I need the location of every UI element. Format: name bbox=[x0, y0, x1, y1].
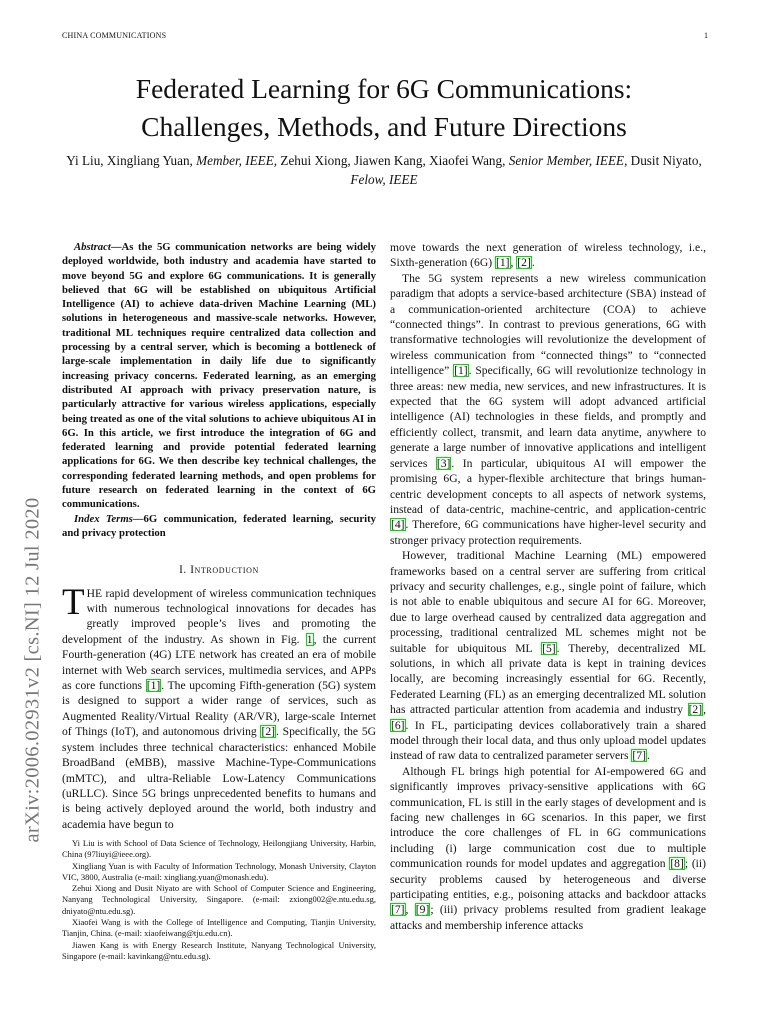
citation-link[interactable]: [3] bbox=[436, 456, 451, 470]
intro-text-1: rapid development of wireless communication techniques with numerous technological innovations for decades has greatly improved people’s lives and promoting the development of the industry. As shown in Fig. bbox=[62, 586, 376, 646]
index-terms-text: —6G communication, federated learning, security and privacy protection bbox=[62, 512, 376, 539]
body-text: However, traditional Machine Learning (ML) empowered frameworks based on a central server are suffering from critical privacy and security challenges, e.g., single point of failure, which is not able to enable ubiquitous and secure AI for 6G. Moreover, due to large overhead caused by centralized data aggregation and processing, traditional centralized ML schemes might not be suitable for ubiquitous ML bbox=[390, 549, 706, 655]
body-text: ; (ii) security problems caused by heterogeneous and diverse participating entities, e.g., poisoning attacks and backdoor attacks bbox=[390, 857, 706, 902]
body-text: , bbox=[405, 903, 415, 917]
citation-link[interactable]: [9] bbox=[415, 903, 430, 917]
body-text: move towards the next generation of wireless technology, i.e., Sixth-generation (6G) bbox=[390, 241, 706, 270]
intro-paragraph bbox=[62, 581, 376, 833]
body-text: . In particular, ubiquitous AI will empower the promising 6G, a hyper-flexible architecture that brings human-centric development concepts to all aspects of network systems, instead of data-centric, machine-centric, and application-centric bbox=[390, 456, 706, 516]
author-role-2: Senior Member, IEEE, bbox=[508, 153, 628, 168]
arxiv-sidebar bbox=[8, 290, 58, 843]
body-paragraph bbox=[390, 764, 706, 933]
author-names-2: Zehui Xiong, Jiawen Kang, Xiaofei Wang, bbox=[277, 153, 509, 168]
body-text: . In FL, participating devices collaboratively train a shared model through their local data, and thus only upload model updates instead of raw data to centralized parameter servers bbox=[390, 718, 706, 763]
arxiv-id[interactable]: arXiv:2006.02931v2 [cs.NI] 12 Jul 2020 bbox=[21, 497, 44, 843]
footnote: Jiawen Kang is with Energy Research Institute, Nanyang Technological University, Singapore (e-mail: kavinkang@ntu.edu.sg). bbox=[62, 939, 376, 961]
body-text: . bbox=[646, 749, 650, 763]
footnote: Zehui Xiong and Dusit Niyato are with School of Computer Science and Engineering, Nanyang Technological University, Singapore. (e-mail: zxiong002@e.ntu.edu.sg, dniyato@ntu.edu.sg). bbox=[62, 883, 376, 916]
citation-link[interactable]: [5] bbox=[542, 641, 556, 655]
author-names-3: Dusit Niyato, bbox=[627, 153, 702, 168]
footnote: Xiaofei Wang is with the College of Intelligence and Computing, Tianjin University, Tianjin, China. (e-mail: xiaofeiwang@tju.edu.cn). bbox=[62, 917, 376, 939]
body-text: , bbox=[510, 256, 517, 270]
drop-cap: T bbox=[62, 581, 85, 623]
intro-text-4: . Specifically, the 5G system includes three technical characteristics: enhanced Mobile BroadBand (eMBB), massive Machine-Type-Communications (mMTC), and ultra-Reliable Low-Latency Communications (uRLLC). Since 5G brings unprecedented benefits to humans and is being actively deployed around the world, both industry and academia have begun to bbox=[62, 725, 376, 831]
citation-link[interactable]: [2] bbox=[688, 703, 703, 717]
citation-link[interactable]: [6] bbox=[391, 718, 405, 732]
author-list bbox=[60, 151, 708, 189]
body-text: The 5G system represents a new wireless communication paradigm that adopts a service-based architecture (SBA) instead of a communication-oriented architecture (COA) to achieve “connected things”. In contrast to previous generations, 6G with transformative technologies will revolutionize the development of wireless communication from “connected things” to “connected intelligence” bbox=[390, 271, 706, 378]
citation-link[interactable]: [2] bbox=[261, 725, 275, 739]
body-text: . Thereby, decentralized ML solutions, in which all private data is kept in training devices locally, are becoming increasingly essential for 6G. Recently, Federated Learning (FL) as an emerging decentralized ML solution has attracted particular attention from academia and industry bbox=[390, 641, 706, 717]
abstract bbox=[62, 240, 376, 512]
footnote: Yi Liu is with School of Data Science of Technology, Heilongjiang University, Harbin, China (97liuyi@ieee.org). bbox=[62, 838, 376, 860]
body-text: . Therefore, 6G communications have higher-level security and stronger privacy protection requirements. bbox=[390, 518, 706, 547]
citation-link[interactable]: [1] bbox=[146, 679, 161, 693]
body-text: ; (iii) privacy problems resulted from gradient leakage attacks and membership inference attacks bbox=[390, 903, 706, 932]
citation-link[interactable]: [2] bbox=[517, 256, 531, 270]
author-role-3: Felow, IEEE bbox=[350, 172, 418, 187]
lead-word: HE bbox=[86, 586, 103, 600]
body-text: . Specifically, 6G will revolutionize technology in three areas: new media, new services, and new infrastructures. It is expected that the 6G system will adopt advanced artificial intelligence (AI) technologies in these fields, and promptly and efficiently collect, transmit, and learn data anytime, anywhere to generate a large number of innovative applications and intelligent services bbox=[390, 364, 706, 470]
citation-link[interactable]: [8] bbox=[670, 857, 684, 871]
body-paragraph bbox=[390, 240, 706, 271]
journal-header: CHINA COMMUNICATIONS bbox=[62, 31, 167, 40]
body-text: , bbox=[703, 703, 706, 717]
author-names-1: Yi Liu, Xingliang Yuan, bbox=[66, 153, 197, 168]
citation-link[interactable]: [1] bbox=[495, 256, 510, 270]
right-column bbox=[390, 240, 706, 933]
paper-title bbox=[60, 70, 708, 146]
title-line-1: Federated Learning for 6G Communications: bbox=[135, 73, 633, 104]
body-paragraph bbox=[390, 271, 706, 548]
title-line-2: Challenges, Methods, and Future Directions bbox=[141, 111, 627, 142]
author-role-1: Member, IEEE, bbox=[196, 153, 278, 168]
left-column bbox=[62, 240, 376, 832]
footnote: Xingliang Yuan is with Faculty of Information Technology, Monash University, Clayton VIC, 3800, Australia (e-mail: xingliang.yuan@monash.edu). bbox=[62, 860, 376, 882]
author-footnotes bbox=[62, 838, 376, 962]
page-number: 1 bbox=[704, 31, 708, 40]
citation-link[interactable]: [7] bbox=[632, 749, 646, 763]
abstract-text: —As the 5G communication networks are being widely deployed worldwide, both industry and academia have started to move beyond 5G and explore 6G communications. It is generally believed that 6G will be established on ubiquitous Artificial Intelligence (AI) to achieve data-driven Machine Learning (ML) solutions in heterogeneous and massive-scale networks. However, traditional ML techniques require centralized data collection and processing by a central server, which is becoming a bottleneck of large-scale implementation in daily life due to significantly increasing privacy concerns. Federated learning, as an emerging distributed AI approach with privacy preservation nature, is particularly attractive for various wireless applications, especially being treated as one of the vital solutions to achieve ubiquitous AI in 6G. In this article, we first introduce the integration of 6G and federated learning and provide potential federated learning applications for 6G. We then describe key technical challenges, the corresponding federated learning methods, and open problems for future research on federated learning in the context of 6G communications. bbox=[62, 241, 376, 511]
citation-link[interactable]: [1] bbox=[454, 364, 468, 378]
abstract-label: Abstract bbox=[74, 241, 111, 253]
figure-link[interactable]: 1 bbox=[306, 632, 313, 646]
index-terms bbox=[62, 512, 376, 541]
intro-text-3: . The upcoming Fifth-generation (5G) system is designed to support a wider range of services, such as Augmented Reality/Virtual Reality (AR/VR), large-scale Internet of Things (IoT), and autonomous driving bbox=[62, 679, 376, 739]
citation-link[interactable]: [7] bbox=[391, 903, 405, 917]
section-number: I. bbox=[179, 564, 191, 577]
body-text: . bbox=[531, 256, 535, 270]
section-heading-introduction bbox=[62, 563, 376, 578]
body-paragraph bbox=[390, 548, 706, 764]
intro-text-2: , the current Fourth-generation (4G) LTE network has created an era of mobile internet with Web search services, multimedia services, and APPs as core functions bbox=[62, 632, 376, 693]
section-title: Introduction bbox=[190, 564, 259, 577]
citation-link[interactable]: [4] bbox=[391, 518, 405, 532]
index-terms-label: Index Terms bbox=[74, 512, 133, 525]
body-text: Although FL brings high potential for AI-empowered 6G and significantly improves privacy-sensitive applications with 6G communication, FL is still in the early stages of development and is facing new challenges in 6G scenarios. In this paper, we first introduce the core challenges of FL in 6G communications including (i) large communication cost due to multiple communication rounds for model updates and aggregation bbox=[390, 764, 706, 871]
